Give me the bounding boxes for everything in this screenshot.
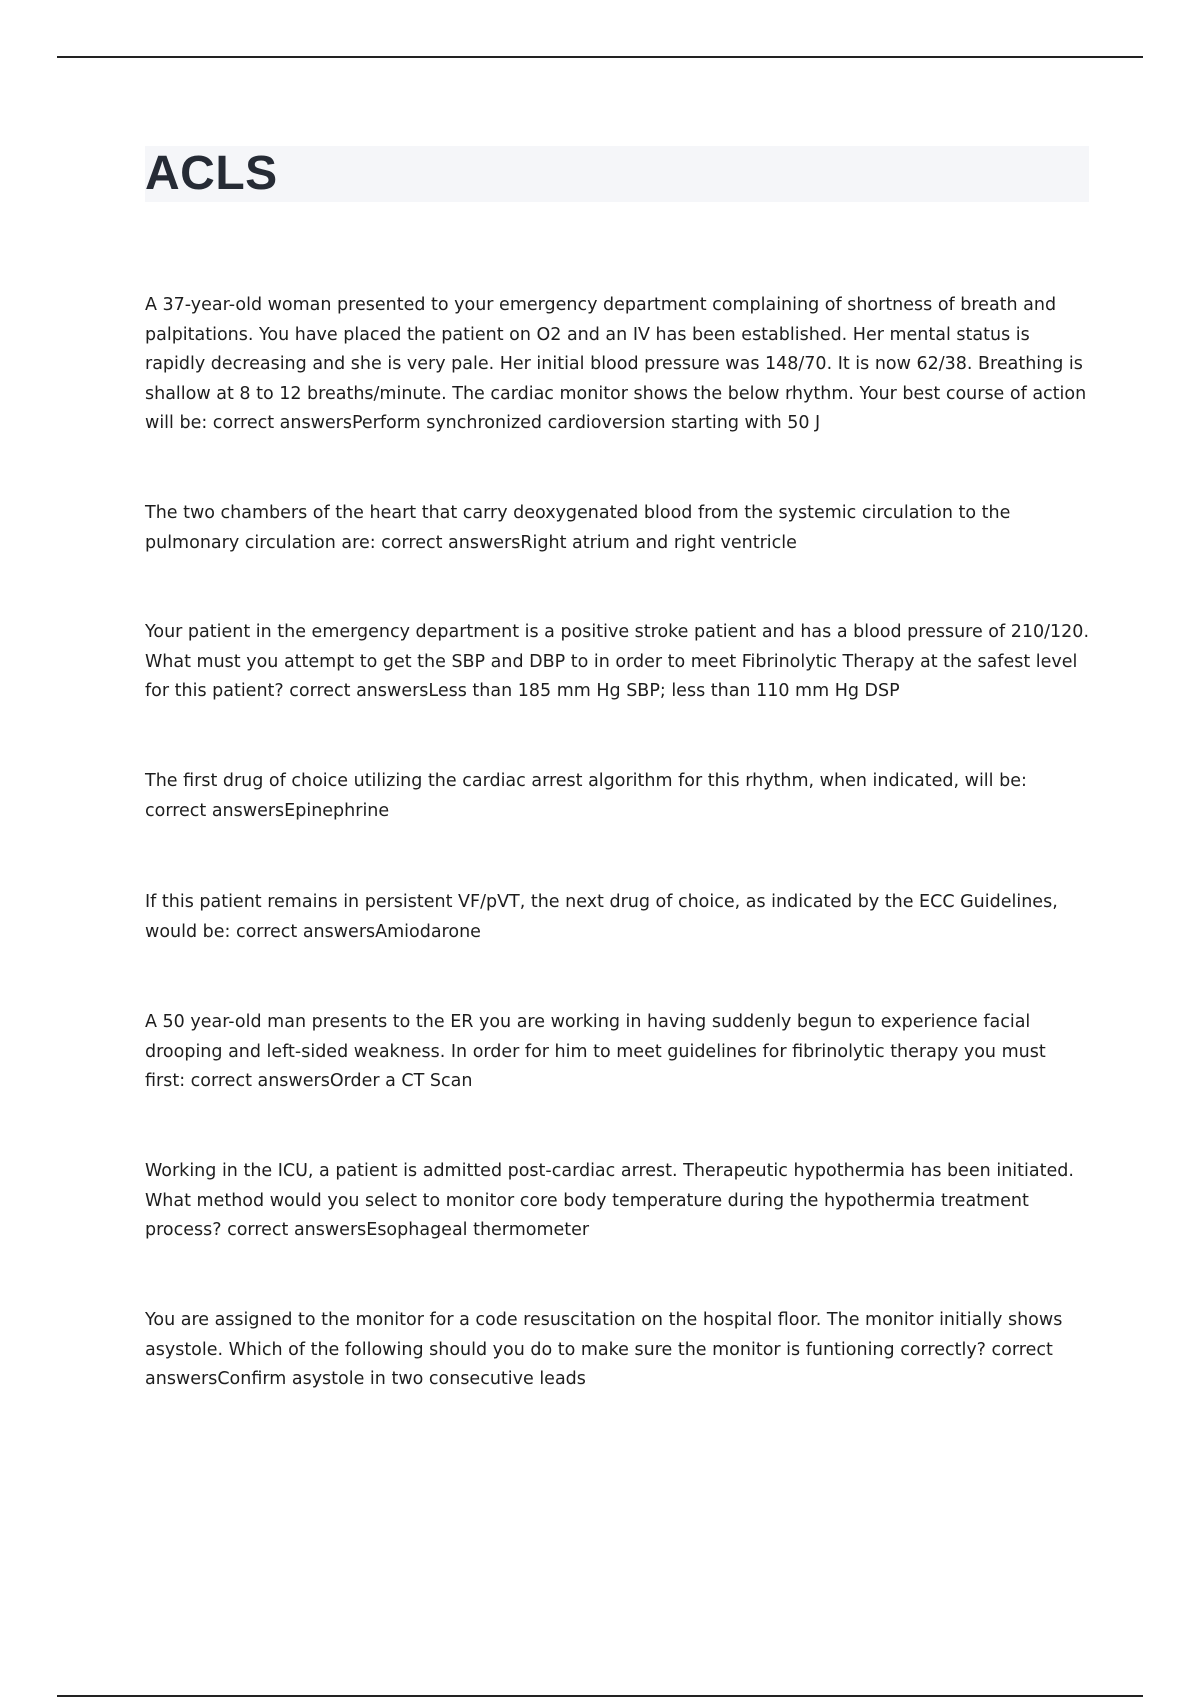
top-divider: [57, 56, 1143, 58]
qa-item-7: Working in the ICU, a patient is admitted post-cardiac arrest. Therapeutic hypothermia has been initiated. What method would you select to monitor core body temperature during the hypothermia treatment process? correct answersEsophageal thermometer: [145, 1161, 1074, 1240]
title-background: [145, 146, 1089, 202]
qa-item-5: If this patient remains in persistent VF/pVT, the next drug of choice, as indicated by the ECC Guidelines, would be: correct answersAmiodarone: [145, 892, 1058, 942]
bottom-divider: [57, 1695, 1143, 1697]
qa-item-3: Your patient in the emergency department is a positive stroke patient and has a blood pressure of 210/120. What must you attempt to get the SBP and DBP to in order to meet Fibrinolytic Therapy at the safest level for this patient? correct answersLess than 185 mm Hg SBP; less than 110 mm Hg DSP: [145, 622, 1090, 701]
page-title: ACLS: [145, 147, 278, 200]
qa-item-2: The two chambers of the heart that carry deoxygenated blood from the systemic circulation to the pulmonary circulation are: correct answersRight atrium and right ventricle: [145, 503, 1011, 553]
qa-item-4: The first drug of choice utilizing the cardiac arrest algorithm for this rhythm, when indicated, will be: correct answersEpinephrine: [145, 771, 1027, 821]
qa-item-8: You are assigned to the monitor for a code resuscitation on the hospital floor. The monitor initially shows asystole. Which of the following should you do to make sure the monitor is funtioning correctly? correct answersConfirm asystole in two consecutive leads: [145, 1310, 1063, 1389]
qa-item-1: A 37-year-old woman presented to your emergency department complaining of shortness of breath and palpitations. You have placed the patient on O2 and an IV has been established. Her mental status is rapidly decreasing and she is very pale. Her initial blood pressure was 148/70. It is now 62/38. Breathing is shallow at 8 to 12 breaths/minute. The cardiac monitor shows the below rhythm. Your best course of action will be: correct answersPerform synchronized cardioversion starting with 50 J: [145, 295, 1087, 433]
qa-item-6: A 50 year-old man presents to the ER you are working in having suddenly begun to experience facial drooping and left-sided weakness. In order for him to meet guidelines for fibrinolytic therapy you must first: correct answersOrder a CT Scan: [145, 1012, 1046, 1091]
